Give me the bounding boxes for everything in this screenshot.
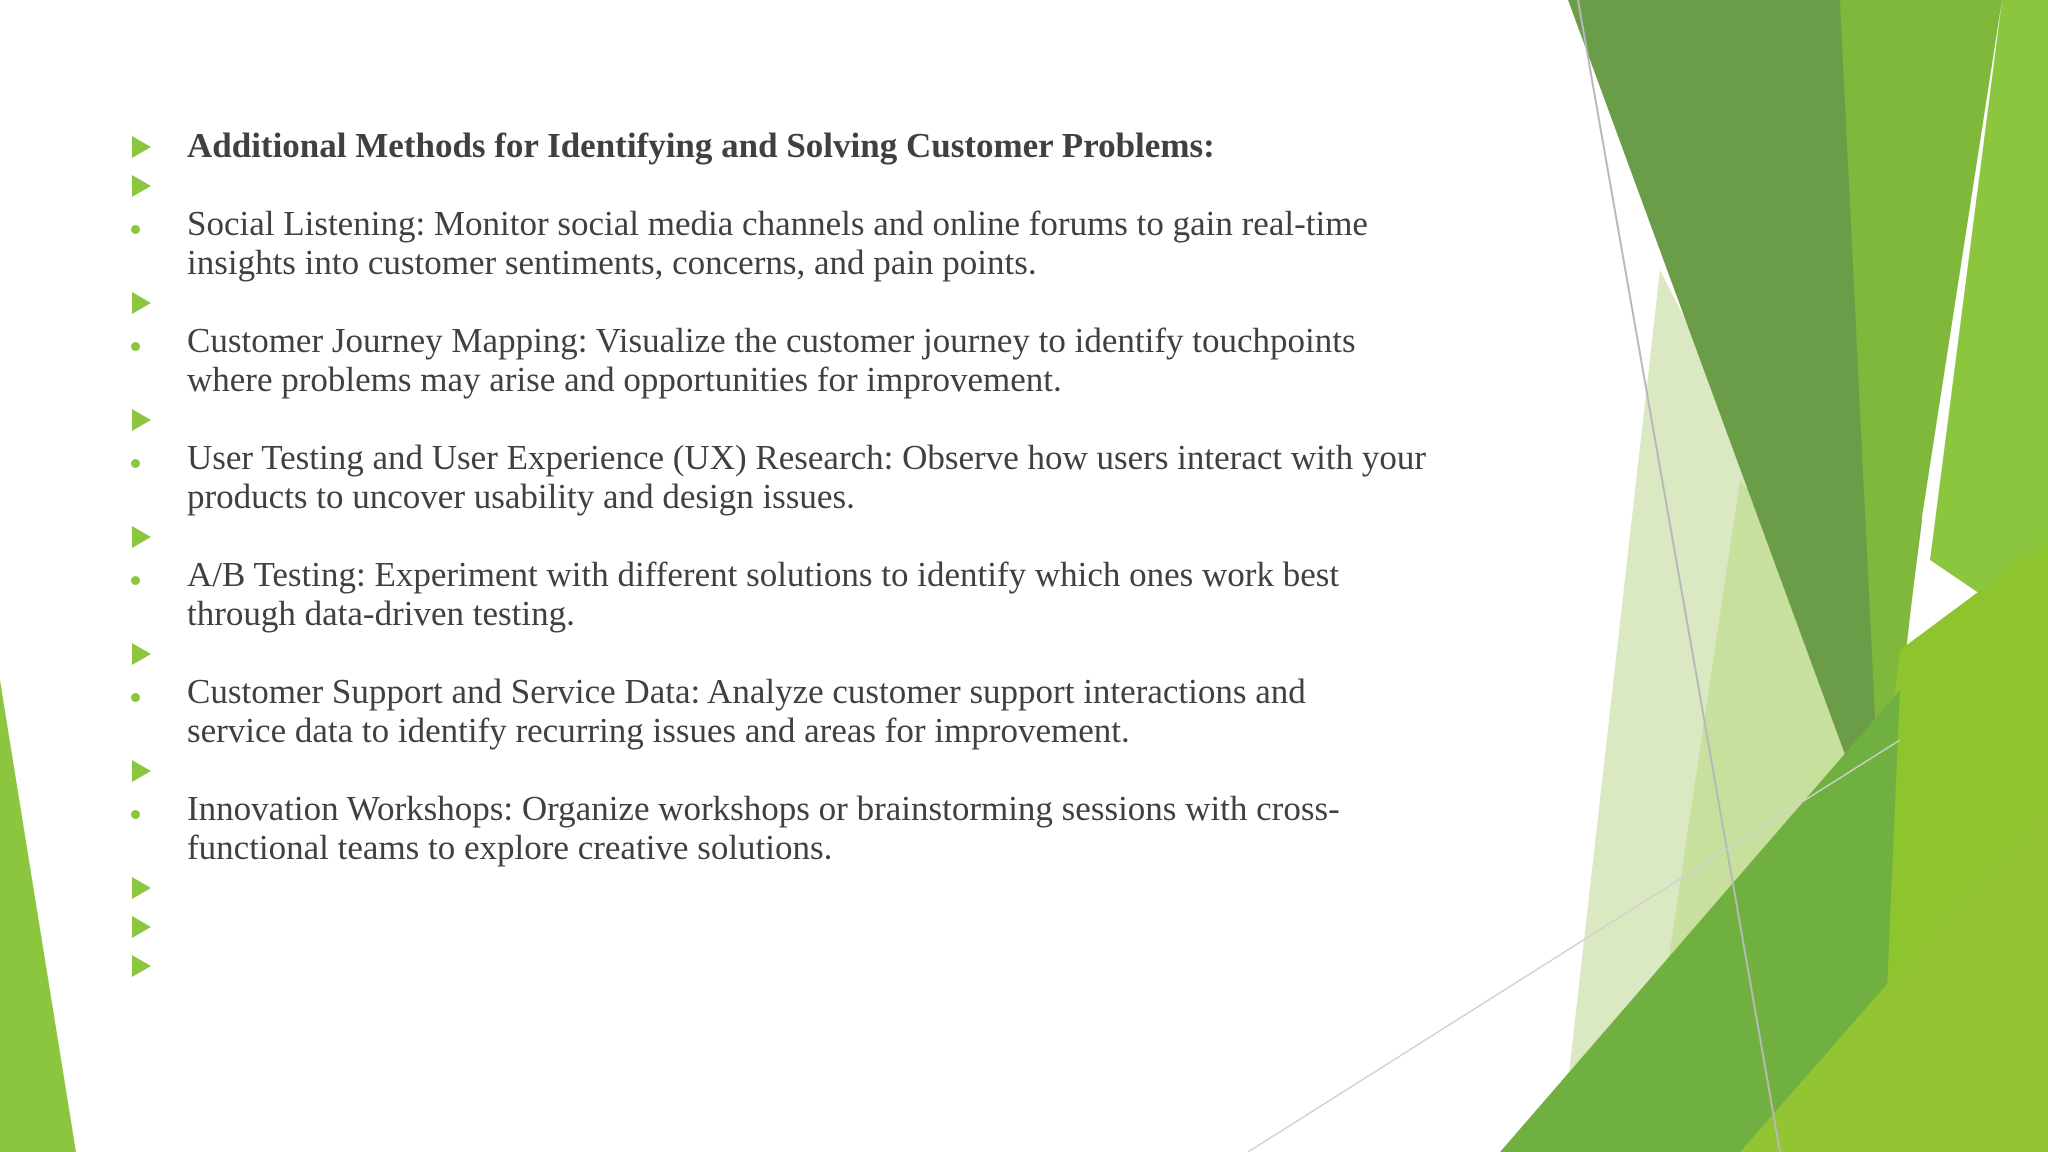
list-item [126, 789, 1526, 867]
empty-row [126, 750, 1526, 789]
list-item [126, 438, 1526, 516]
slide-heading: Additional Methods for Identifying and Solving Customer Problems: [187, 126, 1215, 165]
empty-row [126, 906, 1526, 945]
list-item [126, 555, 1526, 633]
left-accent-shape [0, 680, 76, 1152]
empty-row [126, 282, 1526, 321]
list-item-line: where problems may arise and opportunities for improvement. [187, 360, 1062, 399]
list-item-line: service data to identify recurring issues and areas for improvement. [187, 711, 1130, 750]
arrow-bullet-icon [126, 282, 150, 321]
arrow-bullet-icon [126, 516, 150, 555]
dot-bullet-icon [126, 438, 150, 477]
arrow-bullet-icon [126, 906, 150, 945]
slide-content [126, 126, 1526, 984]
empty-row [126, 633, 1526, 672]
arrow-bullet-icon [126, 126, 150, 165]
list-item [126, 321, 1526, 399]
list-item-line: User Testing and User Experience (UX) Research: Observe how users interact with your [187, 438, 1426, 477]
heading-row [126, 126, 1526, 165]
list-item [126, 672, 1526, 750]
list-item [126, 204, 1526, 282]
empty-row [126, 165, 1526, 204]
arrow-bullet-icon [126, 399, 150, 438]
empty-row [126, 945, 1526, 984]
empty-row [126, 867, 1526, 906]
list-item-line: Customer Journey Mapping: Visualize the customer journey to identify touchpoints [187, 321, 1356, 360]
empty-row [126, 399, 1526, 438]
dot-bullet-icon [126, 672, 150, 711]
list-item-line: A/B Testing: Experiment with different solutions to identify which ones work best [187, 555, 1340, 594]
list-item-line: through data-driven testing. [187, 594, 575, 633]
dot-bullet-icon [126, 204, 150, 243]
list-item-line: Innovation Workshops: Organize workshops or brainstorming sessions with cross- [187, 789, 1340, 828]
list-item-line: insights into customer sentiments, concerns, and pain points. [187, 243, 1037, 282]
list-item-line: Social Listening: Monitor social media channels and online forums to gain real-time [187, 204, 1368, 243]
dot-bullet-icon [126, 789, 150, 828]
arrow-bullet-icon [126, 867, 150, 906]
arrow-bullet-icon [126, 165, 150, 204]
arrow-bullet-icon [126, 945, 150, 984]
arrow-bullet-icon [126, 633, 150, 672]
dot-bullet-icon [126, 321, 150, 360]
arrow-bullet-icon [126, 750, 150, 789]
list-item-line: functional teams to explore creative solutions. [187, 828, 833, 867]
empty-row [126, 516, 1526, 555]
list-item-line: products to uncover usability and design issues. [187, 477, 855, 516]
list-item-line: Customer Support and Service Data: Analyze customer support interactions and [187, 672, 1306, 711]
dot-bullet-icon [126, 555, 150, 594]
